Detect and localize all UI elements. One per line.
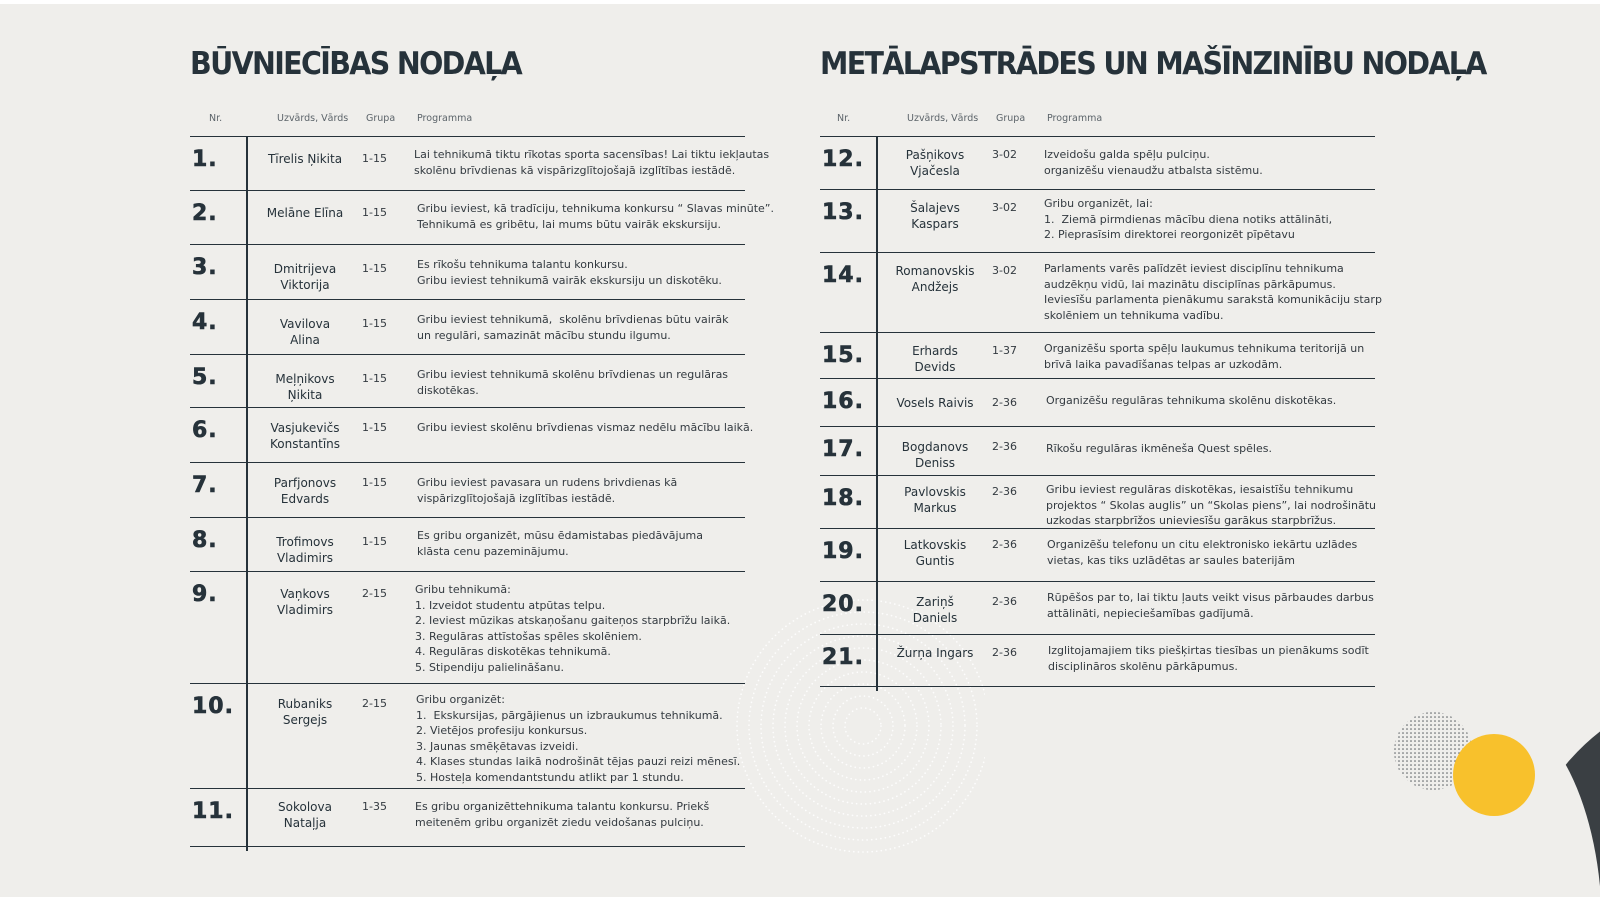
candidate-name: Tīrelis Ņikita [267, 152, 343, 166]
column-divider [876, 137, 878, 691]
table-row [820, 253, 1382, 333]
row-number: 7. [192, 473, 218, 498]
candidate-program: Es rīkošu tehnikuma talantu konkursu. Gribu ieviest tehnikumā vairāk ekskursiju un diskotēku. [417, 258, 722, 287]
table-row [820, 529, 1375, 582]
table-row [190, 245, 745, 300]
candidate-program: Lai tehnikumā tiktu rīkotas sporta sacensības! Lai tiktu iekļautas skolēnu brīvdienas kā vispārizglītojošajā izglītības iestādē. [414, 148, 770, 177]
header-program: Programma [1047, 113, 1103, 124]
candidate-name: Erhards Devids [912, 344, 958, 374]
candidate-name: Sokolova Nataļja [278, 800, 332, 830]
candidate-name: Bogdanovs Deniss [901, 440, 969, 470]
candidate-group: 2-15 [362, 697, 387, 710]
row-number: 14. [822, 263, 864, 288]
candidate-name: Pašņikovs Vjačeslа [905, 148, 965, 178]
candidate-program: Gribu tehnikumā: 1. Izveidot studentu atpūtas telpu. 2. Ieviest mūzikas atskaņošanu gaiteņos starpbrīžu laikā. 3. Regulāras attīstošas spēles skolēniem. 4. Regulāras diskotēkas tehnikumā. 5. Stipendiju palielināšanu. [415, 583, 731, 674]
candidates-table [190, 136, 774, 847]
row-number: 2. [192, 201, 218, 226]
header-nr: Nr. [209, 113, 223, 124]
candidate-group: 2-15 [362, 587, 387, 600]
candidate-program: Gribu ieviest regulāras diskotēkas, iesaistīšu tehnikumu projektos “ Skolas auglis” un “Skolas piens”, lai nodrošinātu uzkodas starpbrīžos unieviesīšu garākus starpbrīžus. [1046, 483, 1376, 527]
candidate-program: Gribu ieviest, kā tradīciju, tehnikuma konkursu “ Slavas minūte”. Tehnikumā es gribētu, lai mums būtu vairāk ekskursiju. [417, 202, 774, 231]
table-row [190, 191, 774, 245]
header-nr: Nr. [837, 113, 851, 124]
candidate-name: Zariņš Daniels [912, 595, 958, 625]
table-row [190, 137, 770, 191]
table-row [190, 684, 745, 789]
candidate-program: Gribu ieviest skolēnu brīvdienas vismaz nedēlu mācību laikā. [417, 421, 754, 434]
candidate-group: 3-02 [992, 148, 1017, 161]
candidate-group: 2-36 [992, 538, 1017, 551]
candidate-group: 1-15 [362, 476, 387, 489]
candidate-group: 1-37 [992, 344, 1017, 357]
header-name: Uzvārds, Vārds [277, 113, 349, 124]
candidate-group: 2-36 [992, 396, 1017, 409]
candidate-name: Parfjonovs Edvards [273, 476, 337, 506]
candidate-program: Izglitojamajiem tiks piešķirtas tiesības un pienākums sodīt disciplināros skolēnu pārkāpumus. [1048, 644, 1369, 673]
candidate-name: Melāne Elīna [266, 206, 344, 220]
header-group: Grupa [996, 113, 1026, 124]
candidate-group: 3-02 [992, 201, 1017, 214]
table-row [190, 463, 745, 518]
candidate-group: 1-15 [362, 535, 387, 548]
candidate-name: Meļņikovs Ņikita [275, 372, 335, 402]
candidate-group: 2-36 [992, 440, 1017, 453]
candidate-program: Rūpēšos par to, lai tiktu ļauts veikt visus pārbaudes darbus attālināti, nepieciešamības gadījumā. [1047, 591, 1374, 620]
candidate-name: Vavilova Alina [279, 317, 331, 347]
table-row [190, 355, 745, 408]
candidate-name: Romanovskis Andžejs [895, 264, 975, 294]
candidate-program: Gribu organizēt: 1. Ekskursijas, pārgājienus un izbraukumus tehnikumā. 2. Vietējos profesiju konkursus. 3. Jaunas smēķētavas izveidi. 4. Klases stundas laikā nodrošināt tējas pauzi reizi mēnesī. 5. Hosteļa komendantstundu atlikt par 1 stundu. [416, 693, 741, 784]
candidate-group: 2-36 [992, 485, 1017, 498]
candidate-group: 1-15 [362, 421, 387, 434]
candidate-name: Trofimovs Vladimirs [276, 535, 334, 565]
table-row [820, 635, 1375, 687]
row-number: 21. [822, 645, 864, 670]
candidate-program: Organizēšu telefonu un citu elektronisko iekārtu uzlādes vietas, kas tiks uzlādētas ar saules baterijām [1047, 538, 1358, 567]
department-title: METĀLAPSTRĀDES UN MAŠĪNZINĪBU NODAĻA [820, 46, 1486, 82]
candidate-program: Es gribu organizēttehnikuma talantu konkursu. Priekš meitenēm gribu organizēt ziedu veidošanas pulciņu. [415, 800, 710, 829]
candidate-name: Rubaniks Sergejs [277, 697, 333, 727]
row-number: 19. [822, 539, 864, 564]
column-divider [246, 137, 248, 851]
header-group: Grupa [366, 113, 396, 124]
row-number: 4. [192, 310, 218, 335]
table-row [190, 300, 745, 355]
candidate-program: Parlaments varēs palīdzēt ieviest disciplīnu tehnikuma audzēkņu vidū, lai mazinātu disciplīnas pārkāpumus. Ieviesīšu parlamenta pienākumu sarakstā komunikāciju starp skolēniem un tehnikuma vadību. [1044, 262, 1382, 322]
row-number: 9. [192, 582, 218, 607]
candidate-program: Izveidošu galda spēļu pulciņu. organizēšu vienaudžu atbalsta sistēmu. [1044, 148, 1263, 177]
candidate-name: Dmitrijeva Viktorija [273, 262, 337, 292]
candidate-group: 1-15 [362, 317, 387, 330]
row-number: 10. [192, 694, 234, 719]
candidate-program: Rīkošu regulāras ikmēneša Quest spēles. [1046, 442, 1272, 455]
candidate-program: Organizēšu sporta spēļu laukumus tehnikuma teritorijā un brīvā laika pavadīšanas telpas ar uzkodām. [1044, 342, 1365, 371]
candidate-name: Vaņkovs Vladimirs [276, 587, 334, 617]
candidate-name: Pavlovskis Markus [904, 485, 966, 515]
header-name: Uzvārds, Vārds [907, 113, 979, 124]
candidate-program: Gribu ieviest pavasara un rudens brivdienas kā vispārizglītojošajā izglītības iestādē. [417, 476, 678, 505]
row-number: 15. [822, 343, 864, 368]
slide [0, 4, 1600, 897]
row-number: 16. [822, 389, 864, 414]
candidate-program: Gribu ieviest tehnikumā skolēnu brīvdienas un regulāras diskotēkas. [417, 368, 729, 397]
row-number: 1. [192, 147, 218, 172]
candidate-name: Vosels Raivis [896, 396, 974, 410]
row-number: 17. [822, 437, 864, 462]
row-number: 18. [822, 486, 864, 511]
table-row [190, 572, 745, 684]
table-row [820, 427, 1375, 476]
candidates-table [820, 136, 1382, 687]
department-title: BŪVNIECĪBAS NODAĻA [190, 46, 522, 82]
row-number: 5. [192, 365, 218, 390]
row-number: 20. [822, 592, 864, 617]
candidate-name: Vasjukevičs Konstantīns [269, 421, 341, 451]
table-row [820, 582, 1375, 635]
table-row [820, 476, 1375, 529]
row-number: 13. [822, 200, 864, 225]
candidate-group: 1-15 [362, 372, 387, 385]
candidate-group: 1-15 [362, 262, 387, 275]
candidate-name: Šalajevs Kaspars [910, 201, 960, 231]
row-number: 6. [192, 418, 218, 443]
table-row [190, 789, 745, 847]
table-row [820, 379, 1375, 427]
table-row [190, 518, 745, 572]
candidate-group: 3-02 [992, 264, 1017, 277]
row-number: 11. [192, 799, 234, 824]
candidate-group: 1-15 [362, 152, 387, 165]
table-row [190, 408, 754, 463]
row-number: 3. [192, 255, 218, 280]
candidate-program: Organizēšu regulāras tehnikuma skolēnu diskotēkas. [1046, 394, 1337, 407]
candidate-group: 1-35 [362, 800, 387, 813]
candidate-group: 1-15 [362, 206, 387, 219]
table-row [820, 190, 1375, 253]
table-row [820, 333, 1375, 379]
candidate-name: Žurņa Ingars [896, 646, 974, 660]
candidate-group: 2-36 [992, 646, 1017, 659]
candidate-program: Gribu organizēt, lai: 1. Ziemā pirmdienas mācību diena notiks attālināti, 2. Pieprasīsim direktorei reorgonizēt pīpētavu [1044, 197, 1333, 241]
candidate-group: 2-36 [992, 595, 1017, 608]
table-row [820, 137, 1375, 190]
header-program: Programma [417, 113, 473, 124]
row-number: 12. [822, 147, 864, 172]
yellow-circle [1453, 734, 1535, 816]
candidate-name: Latkovskis Guntis [903, 538, 967, 568]
row-number: 8. [192, 528, 218, 553]
candidate-program: Gribu ieviest tehnikumā, skolēnu brīvdienas būtu vairāk un regulāri, samazināt mācību stundu ilgumu. [417, 313, 729, 342]
candidate-program: Es gribu organizēt, mūsu ēdamistabas piedāvājuma klāsta cenu pazeminājumu. [417, 529, 703, 558]
